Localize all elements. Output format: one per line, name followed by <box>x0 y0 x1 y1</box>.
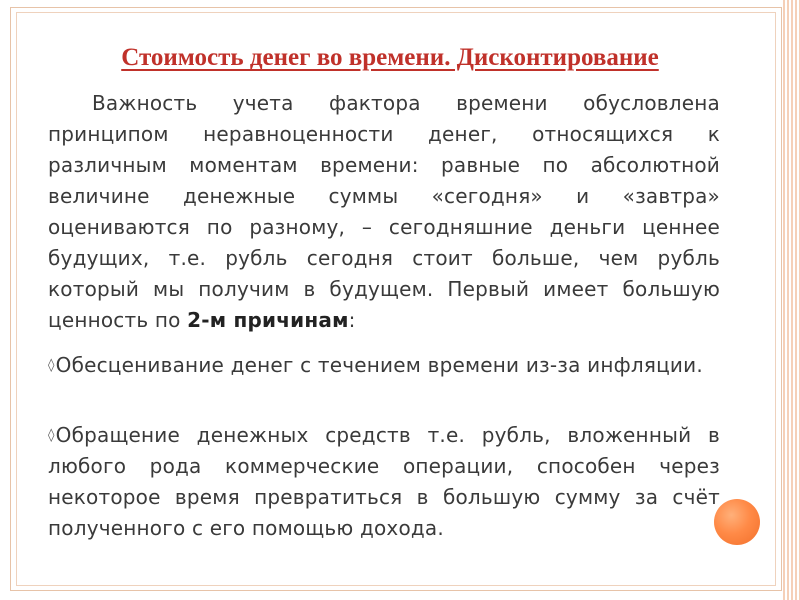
bullet-text: Обесценивание денег с течением времени из-за инфляции. <box>55 353 703 377</box>
diamond-bullet-icon: ◊ <box>48 428 55 443</box>
paragraph-emphasis: 2-м причинам <box>187 308 349 332</box>
bullet-text: Обращение денежных средств т.е. рубль, вложенный в любого рода коммерческие операции, способен через некоторое время превратиться в большую сумму за счёт полученного с его помощью дохода. <box>48 423 720 540</box>
paragraph-text: Важность учета фактора времени обусловлена принципом неравноценности денег, относящихся к различным моментам времени: равные по абсолютной величине денежные суммы «сегодня» и «завтра» оцениваются по разному, – сегодняшние деньги ценнее будущих, т.е. рубль сегодня стоит больше, чем рубль который мы получим в будущем. Первый имеет большую ценность по <box>48 91 720 332</box>
diamond-bullet-icon: ◊ <box>48 358 55 373</box>
decorative-stripes <box>783 0 800 600</box>
orange-circle-decoration <box>714 499 760 545</box>
bullet-item-inflation <box>48 350 720 381</box>
slide-title: Стоимость денег во времени. Дисконтирование <box>121 44 659 71</box>
main-paragraph <box>48 88 720 336</box>
paragraph-ending: : <box>348 308 356 332</box>
bullet-item-circulation <box>48 420 720 544</box>
